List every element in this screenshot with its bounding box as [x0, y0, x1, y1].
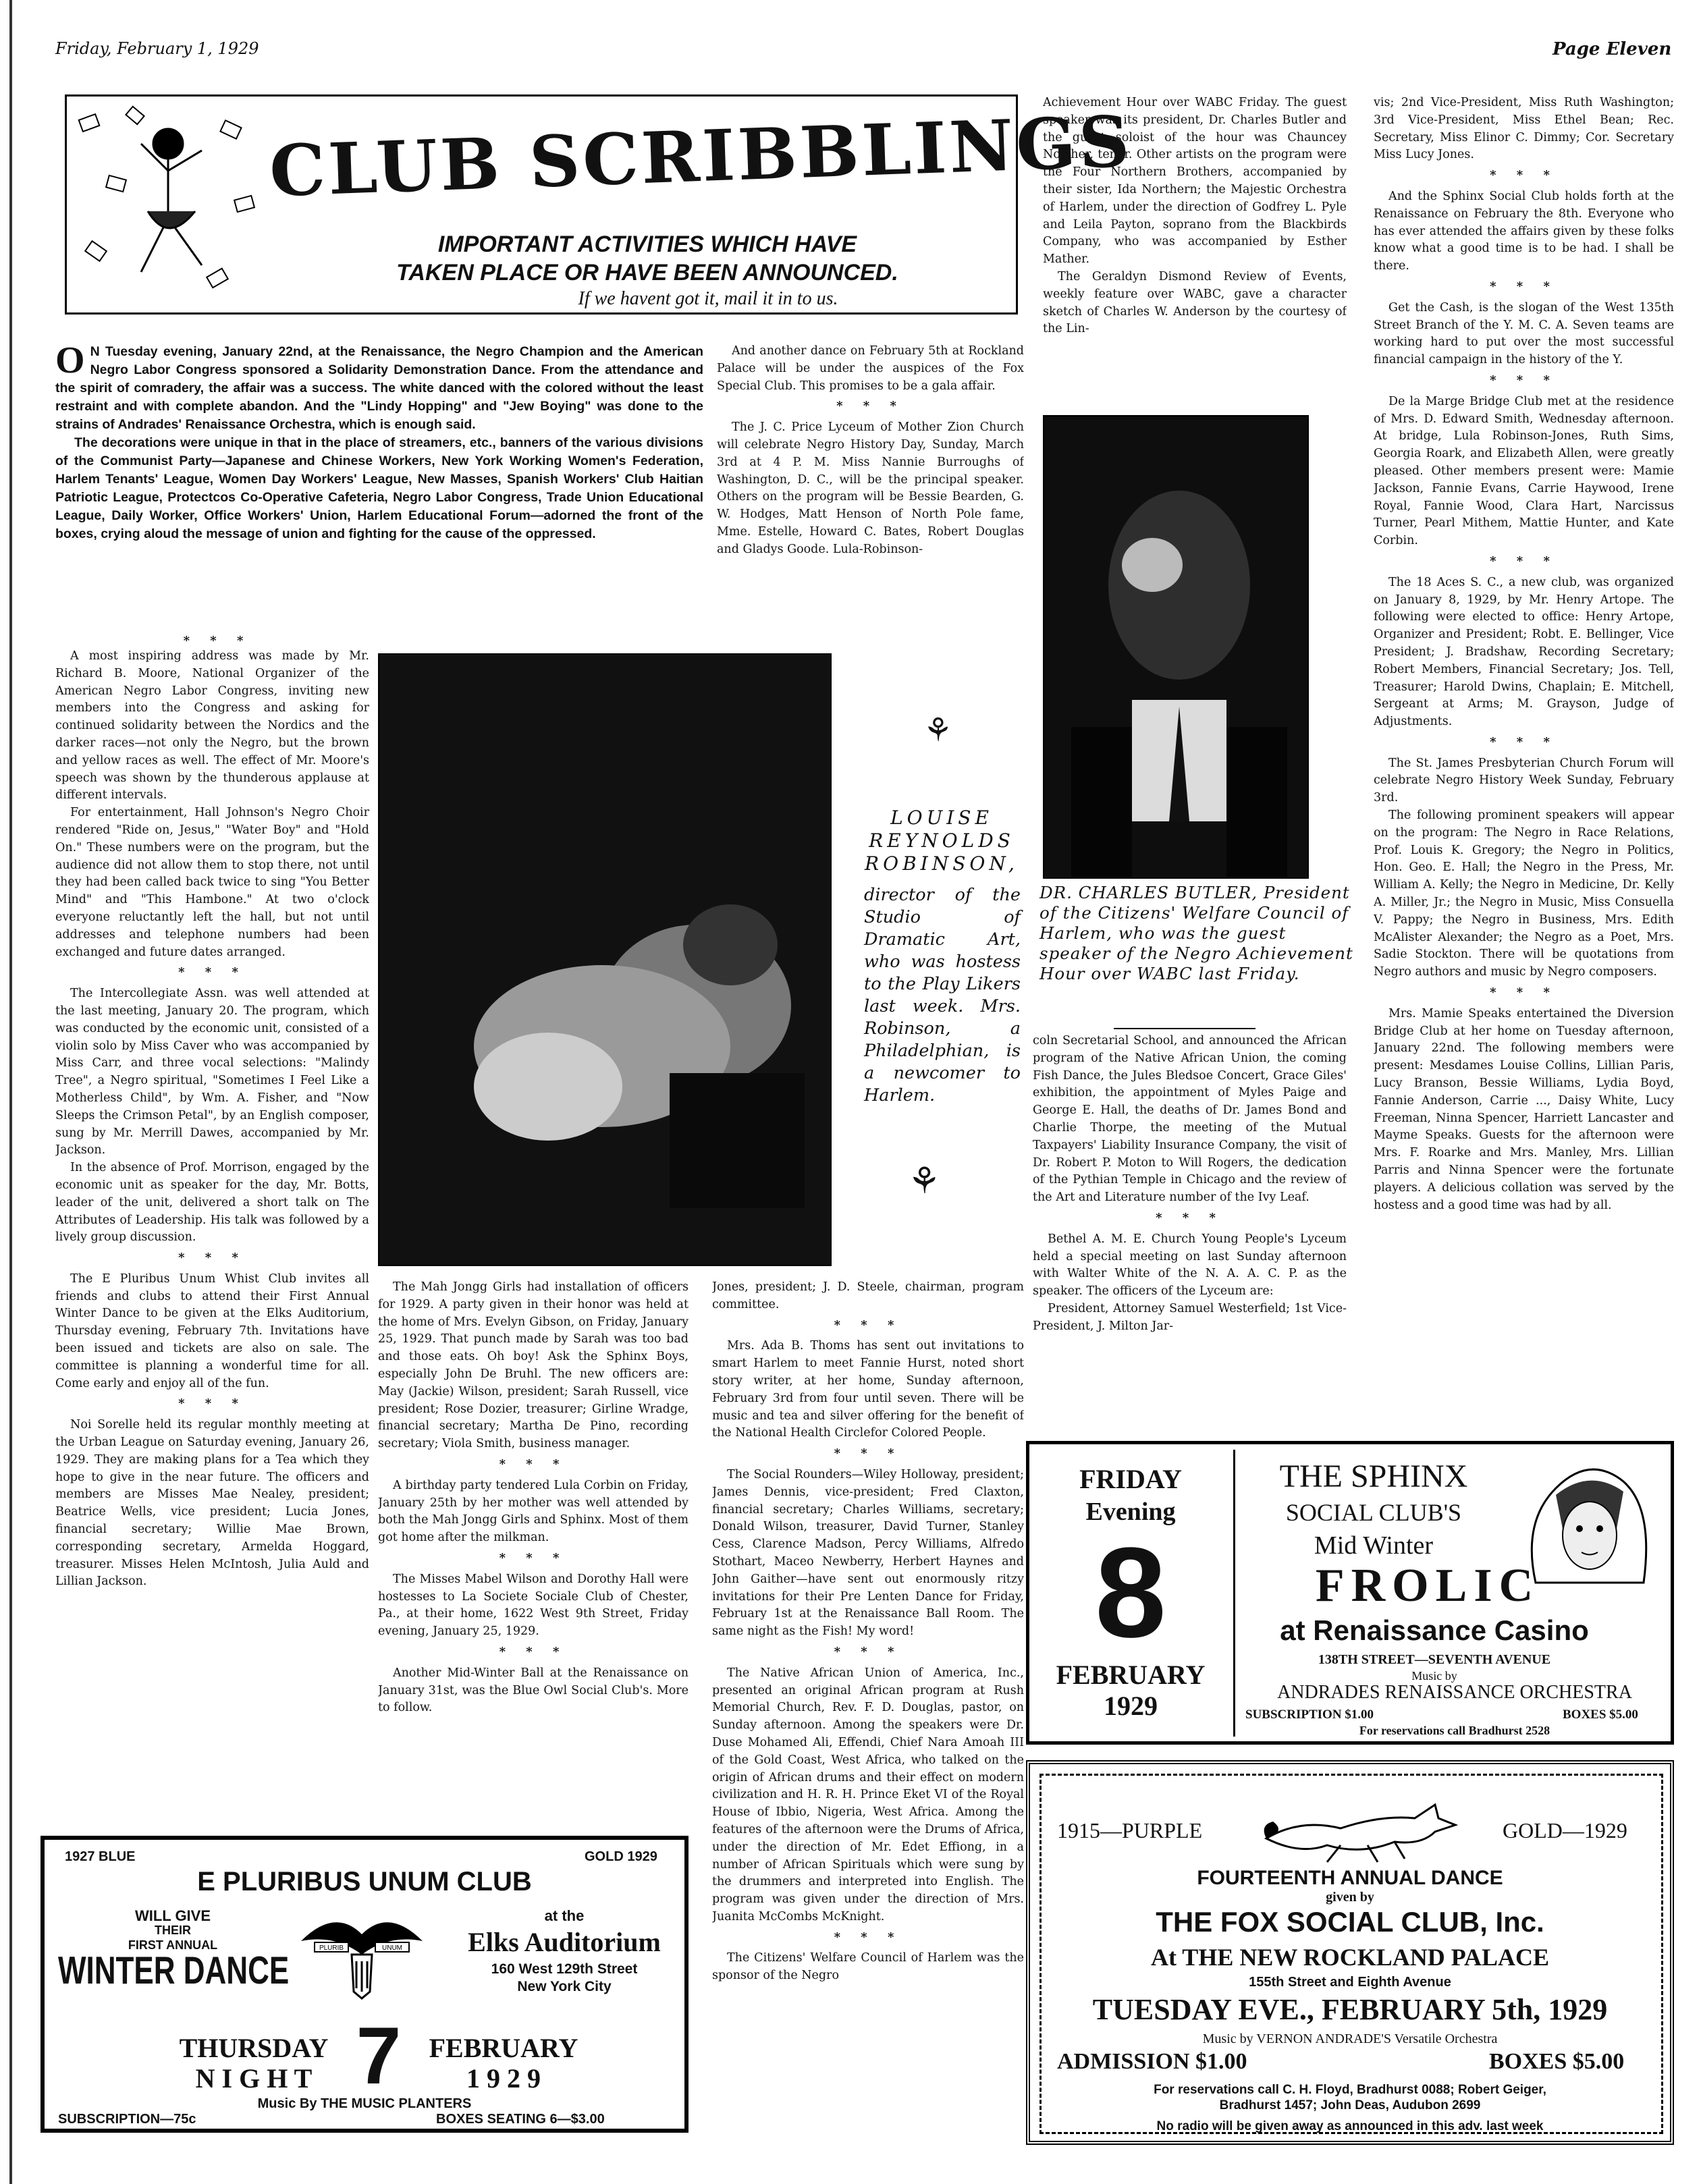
stars-separator: * * * — [1490, 373, 1558, 387]
dancer-illustration — [67, 97, 269, 312]
stars-separator: * * * — [834, 1446, 902, 1461]
col2-paragraph: A birthday party tendered Lula Corbin on Friday, January 25th by her mother was well attended by both the Mah Jongg Girls and Sphinx. Most of them got home after the milkman. — [378, 1478, 688, 1545]
ad-radio-note: No radio will be given away as announced in this adv. last week — [1156, 2119, 1544, 2133]
ad-thursday: THURSDAY — [179, 2033, 329, 2063]
col1-paragraph: In the absence of Prof. Morrison, engaged by the economic unit as speaker for the day, Mr. Botts, leader of the unit, delivered a short talk on The Attributes of Leadership. His talk was followed by a lively group discussion. — [55, 1161, 369, 1245]
ad-subscription: SUBSCRIPTION—75c — [58, 2112, 196, 2127]
ad-corner-right: GOLD 1929 — [585, 1849, 657, 1864]
ad-admission: ADMISSION $1.00 — [1057, 2049, 1247, 2074]
photo-louise-robinson — [378, 653, 832, 1266]
club-scribblings-banner — [65, 94, 1134, 315]
col5-paragraph: And the Sphinx Social Club holds forth at the Renaissance on February the 8th. Everyone who has ever attended the affairs given by these folks know what a good time is to be had. I shall be there. — [1374, 189, 1674, 273]
col5-paragraph: De la Marge Bridge Club met at the residence of Mrs. D. Edward Smith, Wednesday afternoon. At bridge, Lula Robinson-Jones, Ruth Sims, Georgia Roark, and Elizabeth Allen, were greatly pleased. Other members present were: Mamie Jackson, Fannie Evans, Carrie Haywood, Irene Royal, Fannie Wood, Clara Hart, Narcissus Turner, Pearl Mithem, Mattie Hunter, and Kate Corbin. — [1374, 394, 1674, 548]
ad-boxes: BOXES $5.00 — [1563, 1708, 1638, 1722]
ad-fox-social-club — [1026, 1760, 1674, 2145]
ad-left-colors: 1915—PURPLE — [1057, 1818, 1203, 1842]
ad-subscription: SUBSCRIPTION $1.00 — [1245, 1708, 1374, 1722]
ad-orchestra: ANDRADES RENAISSANCE ORCHESTRA — [1277, 1682, 1632, 1703]
col3-paragraph: Mrs. Ada B. Thoms has sent out invitations to smart Harlem to meet Fannie Hurst, noted short story writer, at her home, Sunday afternoon, February 3rd from four until seven. There will be music and tea and silver offering for the benefit of the National Health Circlefor Colored People. — [712, 1339, 1024, 1440]
ad-date: TUESDAY EVE., FEBRUARY 5th, 1929 — [1092, 1993, 1608, 2026]
ad-music: Music By THE MUSIC PLANTERS — [257, 2096, 472, 2111]
lead-paragraph-1: N Tuesday evening, January 22nd, at the Renaissance, the Negro Champion and the American Negro Labor Congress sponsored a Solidarity Demonstration Dance. From the attendance and the spirit of comradery, the affair was a success. The white danced with the colored without the least restraint and with complete abandon. And the "Lindy Hopping" and "Jew Boying" was done to the strains of Andrades' Renaissance Orchestra, which is enough said. — [55, 344, 703, 432]
photo-charles-butler — [1043, 415, 1309, 879]
col4-paragraph: The Geraldyn Dismond Review of Events, weekly feature over WABC, gave a character sketch of Charles W. Anderson by the courtesy of the Lin- — [1043, 269, 1347, 336]
col3-paragraph: The Citizens' Welfare Council of Harlem was the sponsor of the Negro — [712, 1951, 1024, 1983]
caption-robinson-name: LOUISE REYNOLDS ROBINSON, — [865, 807, 1019, 875]
ad-month: FEBRUARY — [429, 2033, 578, 2063]
col4-paragraph: Achievement Hour over WABC Friday. The guest speaker was its president, Dr. Charles Butler and the guest soloist of the hour was Chauncey Norther, tenor. Other artists on the program were the Four Northern Brothers, accompanied by their sister, Ida Northern; the Majestic Orchestra of Harlem, under the direction of Godfrey L. Pyle and Leila Payton, soprano from the Blackbirds Company, who was accompanied by Esther Mather. — [1043, 96, 1347, 267]
ad-street: 138TH STREET—SEVENTH AVENUE — [1318, 1652, 1551, 1667]
left-rule — [9, 0, 12, 2184]
stars-separator: * * * — [499, 1456, 568, 1471]
ad-address: 160 West 129th Street — [491, 1961, 638, 1977]
stars-separator: * * * — [834, 1930, 902, 1944]
portrait-image — [379, 655, 830, 1265]
ad-friday: FRIDAY — [1079, 1464, 1182, 1494]
ad-city: New York City — [517, 1979, 612, 1994]
banner-title: CLUB SCRIBBLINGS — [268, 99, 1134, 213]
ad-first-annual: FIRST ANNUAL — [128, 1938, 218, 1952]
stars-separator: * * * — [1490, 168, 1558, 183]
stars-separator: * * * — [1490, 985, 1558, 1000]
running-fox-icon — [1260, 1791, 1462, 1865]
lead-story — [55, 343, 703, 626]
ad-right-colors: GOLD—1929 — [1503, 1818, 1627, 1842]
column-2-bottom — [378, 1279, 688, 1799]
eagle-emblem-icon — [294, 1901, 429, 2002]
header-page: Page Eleven — [1552, 39, 1672, 59]
col2-paragraph: The Misses Mabel Wilson and Dorothy Hall were hostesses to La Societe Sociale Club of Chester, Pa., at their home, 1622 West 9th Street, Friday evening, January 25, 1929. — [378, 1572, 688, 1639]
col5-paragraph: The St. James Presbyterian Church Forum will celebrate Negro History Week Sunday, February 3rd. — [1374, 756, 1674, 805]
ad-club-name: E PLURIBUS UNUM CLUB — [197, 1867, 532, 1896]
col1-paragraph: The Intercollegiate Assn. was well attended at the last meeting, January 20. The program, which was conducted by the economic unit, consisted of a violin solo by Miss Caver who was accompanied by Miss Carr, and three vocal selections: "Malindy Tree", a Negro spiritual, "Sometimes I Feel Like a Motherless Child", by Wm. A. Fisher, and "Now Sleeps the Crimson Petal", by an English composer, sung by Mr. Merrill Dawes, accompanied by Mr. Jackson. — [55, 987, 369, 1157]
ad-evening: Evening — [1085, 1498, 1176, 1526]
stars-separator: * * * — [1156, 1210, 1224, 1225]
ad-venue: At THE NEW ROCKLAND PALACE — [1150, 1944, 1550, 1971]
ad-music-by: Music by — [1411, 1669, 1457, 1683]
stars-separator: * * * — [499, 1550, 568, 1565]
col2-paragraph: Another Mid-Winter Ball at the Renaissance on January 31st, was the Blue Owl Social Club's. More to follow. — [378, 1666, 688, 1715]
ad-event: WINTER DANCE — [58, 1949, 290, 1993]
col1-paragraph: For entertainment, Hall Johnson's Negro Choir rendered "Ride on, Jesus," "Water Boy" and "Hold On." These numbers were on the program, but the audience did not allow them to stop there, not until they had been called back twice to sing "You Better Mind" and "This Hambone." At two o'clock everyone reluctantly left the hall, but not until addresses and telephone numbers had been exchanged and future dates arranged. — [55, 806, 369, 959]
lead-paragraph-2: The decorations were unique in that in the place of streamers, etc., banners of the various divisions of the Communist Party—Japanese and Chinese Workers, New York Working Women's Federation, Harlem Tenants' League, Women Day Workers' League, New Masses, Spanish Workers' Club Haitian Patriotic League, Protectcos Co-Operative Cafeteria, Negro Labor Congress, Trade Union Educational League, Daily Worker, Office Workers' Union, Harlem Educational Forum—adorned the front of the boxes, crying aloud the message of union and fighting for the cause of the oppressed. — [55, 435, 703, 541]
stars-separator: * * * — [1490, 553, 1558, 568]
col2-paragraph: The Mah Jongg Girls had installation of officers for 1929. A party given in their honor was held at the home of Mrs. Evelyn Gibson, on Friday, January 25, 1929. That punch made by Sarah was too bad and those eats. Oh boy! Ask the Sphinx Boys, especially John De Bruhl. The new officers are: May (Jackie) Wilson, president; Sarah Russell, vice president; Rose Dozier, treasurer; Girline Wradge, financial secretary; Martha De Pino, recording secretary; Viola Smith, business manager. — [378, 1280, 688, 1451]
ad-will-give: WILL GIVE — [134, 1907, 211, 1924]
ad-their: THEIR — [155, 1923, 191, 1937]
ad-club: THE FOX SOCIAL CLUB, Inc. — [1156, 1906, 1544, 1938]
col3-paragraph: The Native African Union of America, Inc., presented an original African program at Rush Memorial Church, Rev. F. D. Douglas, pastor, on Sunday afternoon. Among the speakers were Dr. Duse Mohamed Ali, Effendi, Chief Nara Amoah III of the Gold Coast, West Africa, who talked on the origin of African drums and their effect on modern civilization and H. R. H. Prince Eket VI of the Royal House of Ibbio, Nigeria, West Africa. Among the features of the afternoon were the Drums of Africa, under the direction of Mr. Edet Effiong, in a number of African Spirituals which were sung by the drummers and interpreted into English. The program was given under the direction of Mrs. Juanita McCombs McKnight. — [712, 1666, 1024, 1923]
col5-paragraph: The following prominent speakers will appear on the program: The Negro in Race Relations, Prof. Louis K. Gregory; the Negro in Politics, Hon. Geo. E. Hall; the Negro in the Press, Mr. William A. Kelly; the Negro in Medicine, Dr. Kelly A. Miller, Jr.; the Negro in Music, Miss Consuella V. Pappy; the Negro in Business, Mrs. Edith McAlister Alexander; the Negro as a Poet, Mrs. Sadie Stockton. There will be quotations from Negro authors and music by Negro composers. — [1374, 809, 1674, 979]
banner-subtitle-1: IMPORTANT ACTIVITIES WHICH HAVE — [437, 231, 857, 257]
ad-given-by: given by — [1326, 1890, 1374, 1905]
col4-paragraph: President, Attorney Samuel Westerfield; 1st Vice-President, J. Milton Jar- — [1033, 1301, 1347, 1333]
ad-reservations-2: Bradhurst 1457; John Deas, Audubon 2699 — [1219, 2098, 1481, 2112]
stars-separator: * * * — [1490, 734, 1558, 749]
ad-at-the: at the — [544, 1907, 585, 1924]
stars-separator: * * * — [178, 1251, 246, 1265]
ornament-bottom: ⚘ — [908, 1159, 941, 1202]
ad-venue: Elks Auditorium — [468, 1927, 661, 1957]
portrait-image — [1044, 416, 1307, 877]
caption-rule — [1114, 1028, 1256, 1029]
ad-club: THE SPHINX — [1279, 1458, 1468, 1494]
stars-separator: * * * — [834, 1317, 902, 1332]
header-date: Friday, February 1, 1929 — [55, 39, 259, 58]
lead-dropcap: O — [55, 343, 85, 381]
ad-venue: at Renaissance Casino — [1280, 1614, 1589, 1646]
column-2-top — [717, 343, 1024, 626]
ad-mid-winter: Mid Winter — [1314, 1531, 1434, 1560]
col5-paragraph: Mrs. Mamie Speaks entertained the Diversion Bridge Club at her home on Tuesday afternoon, January 22nd. The following members were present: Mesdames Louise Collins, Lillian Paris, Lucy Branson, Bessie Williams, Lydia Boyd, Fannie Anderson, Carrie ..., Daisy White, Lucy Freeman, Ninna Spencer, Harriett Lancaster and Mayme Speaks. Guests for the afternoon were Mrs. F. Roarke and Mrs. Manley, Mrs. Lillian Parris and Ninna Spencer were the fortunate players. A delicious collation was served by the hostess and a good time was had by all. — [1374, 1006, 1674, 1212]
ad-year: 1 9 2 9 — [466, 2063, 541, 2094]
col1-paragraph: The E Pluribus Unum Whist Club invites all friends and clubs to attend their First Annual Winter Dance to be given at the Elks Auditorium, Thursday evening, February 7th. Invitations have been issued and tickets are also on sale. The committee is planning a wonderful time for all. Come early and enjoy all of the fun. — [55, 1272, 369, 1390]
ad-fourteenth: FOURTEENTH ANNUAL DANCE — [1197, 1867, 1503, 1889]
ad-divider — [1233, 1450, 1235, 1737]
ad-reservations-1: For reservations call C. H. Floyd, Bradhurst 0088; Robert Geiger, — [1154, 2083, 1546, 2097]
banner-tagline: If we havent got it, mail it in to us. — [578, 288, 838, 309]
ornament-top: ⚘ — [923, 711, 953, 749]
emblem-text-left: PLURIB — [319, 1944, 344, 1952]
col5-paragraph: vis; 2nd Vice-President, Miss Ruth Washington; 3rd Vice-President, Miss Ethel Bean; Rec. Secretary, Miss Elinor C. Dimmy; Cor. Secretary Miss Lucy Jones. — [1374, 96, 1674, 162]
caption-robinson-text: director of the Studio of Dramatic Art, who was hostess to the Play Likers last week. Mrs. Robinson, a Philadelphian, is a newcomer to Harlem. — [864, 885, 1021, 1105]
stars-separator: * * * — [836, 399, 905, 414]
col5-paragraph: The 18 Aces S. C., a new club, was organized on January 8, 1929, by Mr. Henry Artope. The following were elected to office: Henry Artope, Organizer and President; Robt. E. Bellinger, Vice President; J. Bradshaw, Recording Secretary; Robert Members, Financial Secretary; Jos. Tell, Treasurer; Harold Dwins, Chaplain; E. Mitchell, Sergeant at Arms; M. Grayson, Judge of Adjustments. — [1374, 575, 1674, 729]
ad-music: Music by VERNON ANDRADE'S Versatile Orchestra — [1202, 2031, 1498, 2046]
ad-day-number: 7 — [356, 2011, 402, 2101]
banner-subtitle-2: TAKEN PLACE OR HAVE BEEN ANNOUNCED. — [396, 260, 898, 285]
col4-paragraph: coln Secretarial School, and announced the African program of the Native African Union, the coming Fish Dance, the Jules Bledsoe Concert, Grace Giles' exhibition, the appointment of Myles Paige and George E. Hall, the deaths of Dr. James Bond and Charlie Thorpe, the meeting of the Mutual Taxpayers' Liability Insurance Company, the visit of Dr. Robert P. Moton to Will Rogers, the dedication of the Pythian Temple in Chicago and the review of the Art and Literature number of the Ivy Leaf. — [1033, 1034, 1347, 1205]
column-5 — [1374, 94, 1674, 1438]
stars-separator: * * * — [834, 1644, 902, 1659]
ad-social: SOCIAL CLUB'S — [1285, 1499, 1462, 1526]
col1-paragraph: A most inspiring address was made by Mr. Richard B. Moore, National Organizer of the American Negro Labor Congress, inviting new members into the Congress and asking for continued solidarity between the Nordics and the darker races—not only the Negro, but the brown and yellow races as well. The effect of Mr. Moore's speech was shown by the thunderous applause at different intervals. — [55, 649, 369, 802]
ad-night: N I G H T — [195, 2063, 313, 2094]
ad-boxes: BOXES $5.00 — [1489, 2049, 1625, 2074]
caption-butler: DR. CHARLES BUTLER, President of the Citizens' Welfare Council of Harlem, who was the guest speaker of the Negro Achievement Hour over WABC last Friday. — [1040, 883, 1353, 983]
ad-frolic: FROLIC — [1315, 1560, 1540, 1612]
ad-month: FEBRUARY — [1056, 1660, 1206, 1690]
stars-separator: * * * — [178, 1396, 246, 1411]
column-1 — [55, 648, 369, 1826]
stars-separator: * * * — [178, 965, 246, 980]
column-4-bottom — [1033, 1033, 1347, 1438]
col5-paragraph: Get the Cash, is the slogan of the West 135th Street Branch of the Y. M. C. A. Seven teams are working hard to put over the most successful financial campaign in the history of the Y. — [1374, 300, 1674, 367]
stars-separator: * * * — [183, 634, 252, 648]
col3-paragraph: The Social Rounders—Wiley Holloway, president; James Dennis, vice-president; Fred Claxton, financial secretary; Charles Williams, secretary; Donald Wilson, treasurer, David Turner, Stanley Cess, Clarence Madson, Percy Williams, Alfredo Stothart, Maceo Newberry, Herbert Haynes and John Gaither—have sent out enormously ritzy invitations for their Pre Lenten Dance for Friday, February 1st at the Renaissance Ball Room. The same night as the Fish! My word! — [712, 1467, 1024, 1639]
ad-e-pluribus-unum — [40, 1836, 688, 2133]
ad-street: 155th Street and Eighth Avenue — [1249, 1975, 1451, 1990]
col3-paragraph: Jones, president; J. D. Steele, chairman, program committee. — [712, 1280, 1024, 1311]
ad-day-number: 8 — [1095, 1521, 1166, 1664]
ad-sphinx-frolic — [1026, 1441, 1674, 1745]
ad-year: 1929 — [1104, 1691, 1158, 1721]
col4-paragraph: Bethel A. M. E. Church Young People's Lyceum held a special meeting on last Sunday afternoon with Walter White of the N. A. A. C. P. as the speaker. The officers of the Lyceum are: — [1033, 1232, 1347, 1299]
column-4-top — [1043, 94, 1347, 405]
emblem-text-right: UNUM — [382, 1944, 402, 1952]
col2-paragraph: The J. C. Price Lyceum of Mother Zion Church will celebrate Negro History Day, Sunday, March 3rd at 4 P. M. Miss Nannie Burroughs of Washington, D. C., will be the principal speaker. Others on the program will be Bessie Bearden, G. W. Hodges, Matt Henson of North Pole fame, Mme. Estelle, Howard C. Bates, Robert Douglas and Gladys Goode. Lula-Robinson- — [717, 420, 1024, 556]
column-3-bottom — [712, 1279, 1024, 2156]
stars-separator: * * * — [499, 1644, 568, 1659]
ad-corner-left: 1927 BLUE — [65, 1849, 136, 1864]
stars-separator: * * * — [1490, 279, 1558, 294]
col2-paragraph: And another dance on February 5th at Rockland Palace will be under the auspices of the Fox Special Club. This promises to be a gala affair. — [717, 344, 1024, 393]
ad-boxes: BOXES SEATING 6—$3.00 — [436, 2112, 605, 2127]
ad-reservations: For reservations call Bradhurst 2528 — [1359, 1724, 1550, 1737]
col1-paragraph: Noi Sorelle held its regular monthly meeting at the Urban League on Saturday evening, January 26, 1929. They are making plans for a Tea which they hope to give in the near future. The officers and members are Misses Mae Nealey, president; Beatrice Wells, vice president; Lucia Jones, financial secretary; Willie Mae Brown, corresponding secretary, Armelda Hoggard, treasurer. Misses Helen McIntosh, Julia Auld and Lillian Jackson. — [55, 1418, 369, 1589]
